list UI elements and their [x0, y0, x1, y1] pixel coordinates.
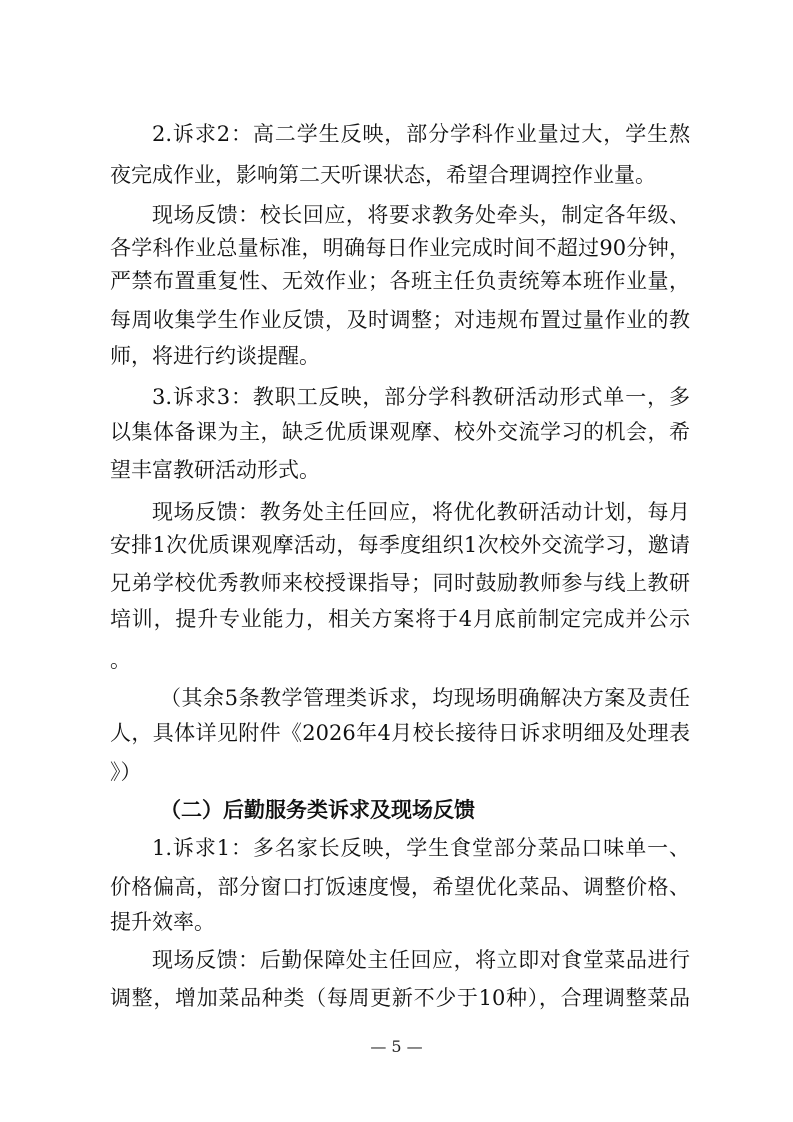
page-number: — 5 —	[370, 1037, 423, 1056]
paragraph-line: 严禁布置重复性、无效作业；各班主任负责统筹本班作业量，	[110, 269, 690, 293]
paragraph-line: 调整，增加菜品种类（每周更新不少于10种），合理调整菜品	[110, 986, 690, 1010]
paragraph-line: 夜完成作业，影响第二天听课状态，希望合理调控作业量。	[110, 163, 656, 187]
paragraph-line: 培训，提升专业能力，相关方案将于4月底前制定完成并公示	[110, 607, 690, 631]
paragraph-line: 2.诉求2：高二学生反映，部分学科作业量过大，学生熬	[152, 122, 690, 146]
paragraph-line: 3.诉求3：教职工反映，部分学科教研活动形式单一，多	[152, 385, 690, 409]
paragraph-line: 》）	[110, 760, 142, 784]
paragraph-line: 每周收集学生作业反馈，及时调整；对违规布置过量作业的教	[110, 308, 690, 332]
paragraph-line: 望丰富教研活动形式。	[110, 458, 320, 482]
paragraph-line: 价格偏高，部分窗口打饭速度慢，希望优化菜品、调整价格、	[110, 875, 690, 899]
paragraph-line: 。	[110, 648, 131, 672]
paragraph-line: 人，具体详见附件《2026年4月校长接待日诉求明细及处理表	[110, 721, 690, 745]
paragraph-line: 现场反馈：后勤保障处主任回应，将立即对食堂菜品进行	[152, 948, 690, 972]
paragraph-line: 各学科作业总量标准，明确每日作业完成时间不超过90分钟，	[110, 236, 690, 260]
paragraph-line: 1.诉求1：多名家长反映，学生食堂部分菜品口味单一、	[152, 836, 690, 860]
section-heading: （二）后勤服务类诉求及现场反馈	[160, 798, 475, 822]
paragraph-line: 以集体备课为主，缺乏优质课观摩、校外交流学习的机会，希	[110, 420, 690, 444]
paragraph-line: 现场反馈：校长回应，将要求教务处牵头，制定各年级、	[152, 203, 690, 227]
paragraph-line: 安排1次优质课观摩活动，每季度组织1次校外交流学习，邀请	[110, 533, 690, 557]
paragraph-line: 兄弟学校优秀教师来校授课指导；同时鼓励教师参与线上教研	[110, 571, 690, 595]
paragraph-line: 现场反馈：教务处主任回应，将优化教研活动计划，每月	[152, 500, 690, 524]
paragraph-line: 提升效率。	[110, 910, 215, 934]
paragraph-line: （其余5条教学管理类诉求，均现场明确解决方案及责任	[160, 686, 690, 710]
paragraph-line: 师，将进行约谈提醒。	[110, 344, 320, 368]
